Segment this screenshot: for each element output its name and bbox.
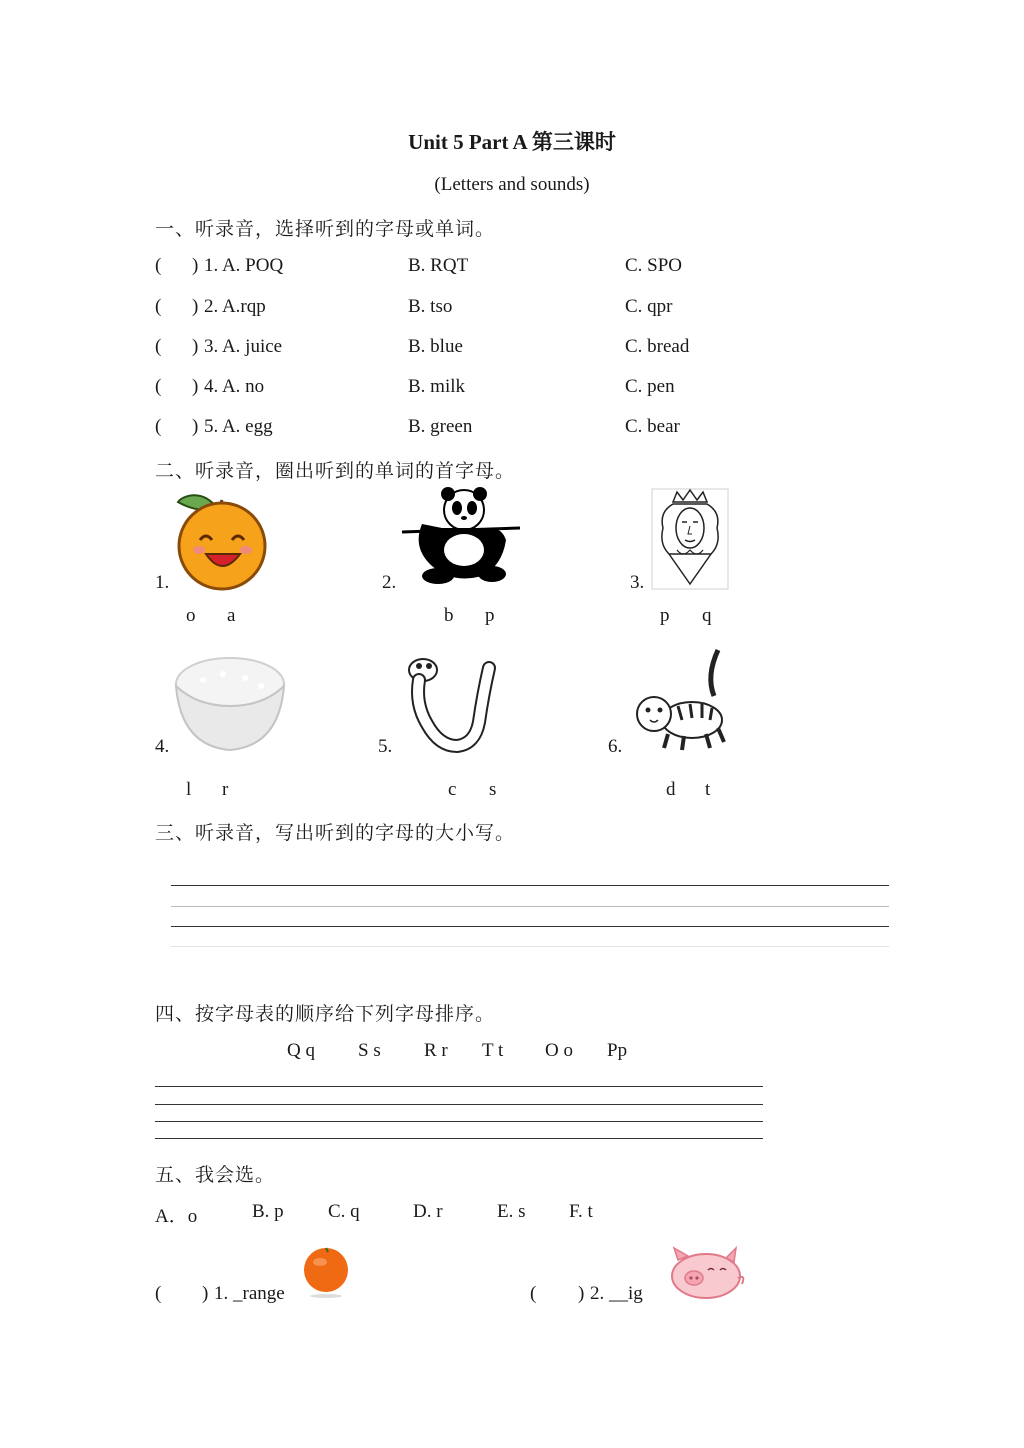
letter-option[interactable]: l: [186, 779, 192, 800]
question-option-c: C. qpr: [625, 296, 673, 317]
question-option-b: B. tso: [408, 296, 453, 317]
letter-option[interactable]: d: [666, 779, 676, 800]
section3-heading: 三、听录音，写出听到的字母的大小写。: [155, 823, 516, 844]
choice-option: E. s: [497, 1201, 526, 1222]
section5-heading: 五、我会选。: [155, 1165, 276, 1186]
choice-option: D. r: [413, 1201, 443, 1222]
letter-pair: R r: [424, 1040, 448, 1061]
section1-heading: 一、听录音，选择听到的字母或单词。: [155, 219, 496, 240]
letter-option[interactable]: a: [227, 605, 236, 626]
question-option-a: 5. A. egg: [204, 416, 273, 437]
item-number: 2.: [382, 572, 397, 593]
letter-option[interactable]: p: [485, 605, 495, 626]
item-number: 4.: [155, 736, 170, 757]
writing-line: [155, 1104, 763, 1105]
answer-paren-close: ): [192, 336, 199, 357]
answer-paren-open: (: [155, 1283, 162, 1304]
letter-option[interactable]: b: [444, 605, 454, 626]
writing-line: [171, 906, 889, 907]
letter-option[interactable]: o: [186, 605, 196, 626]
letter-pair: S s: [358, 1040, 381, 1061]
question-option-b: B. blue: [408, 336, 463, 357]
item-number: 1.: [155, 572, 170, 593]
letter-pair: O o: [545, 1040, 573, 1061]
letter-option[interactable]: c: [448, 779, 457, 800]
answer-paren-close: ): [578, 1283, 585, 1304]
answer-paren-close: ): [192, 416, 199, 437]
answer-paren-close: ): [202, 1283, 209, 1304]
question-option-b: B. RQT: [408, 255, 469, 276]
rice-bowl-icon: [173, 654, 287, 754]
answer-paren-open: (: [155, 416, 162, 437]
orange-icon: [172, 488, 272, 590]
choice-option: A．o: [155, 1206, 198, 1227]
letter-pair: T t: [482, 1040, 504, 1061]
question-option-c: C. bear: [625, 416, 680, 437]
answer-paren-close: ): [192, 376, 199, 397]
writing-line: [171, 885, 889, 886]
page-title: Unit 5 Part A 第三课时: [408, 130, 616, 154]
answer-paren-open: (: [155, 255, 162, 276]
queen-icon: [651, 488, 729, 590]
question-option-b: B. green: [408, 416, 473, 437]
writing-line: [155, 1121, 763, 1122]
letter-pair: Q q: [287, 1040, 315, 1061]
panda-icon: [402, 488, 520, 588]
answer-paren-open: (: [155, 296, 162, 317]
writing-line: [171, 926, 889, 927]
letter-option[interactable]: s: [489, 779, 497, 800]
letter-pair: Pp: [607, 1040, 628, 1061]
question-option-a: 3. A. juice: [204, 336, 283, 357]
letter-option[interactable]: q: [702, 605, 712, 626]
item-number: 3.: [630, 572, 645, 593]
question-option-c: C. bread: [625, 336, 690, 357]
question-option-c: C. pen: [625, 376, 675, 397]
question-option-a: 1. A. POQ: [204, 255, 284, 276]
writing-line: [155, 1086, 763, 1087]
letter-option[interactable]: t: [705, 779, 711, 800]
answer-paren-open: (: [155, 376, 162, 397]
fill-in-word: 1. _range: [214, 1283, 285, 1304]
answer-paren-close: ): [192, 255, 199, 276]
section2-heading: 二、听录音，圈出听到的单词的首字母。: [155, 461, 516, 482]
item-number: 5.: [378, 736, 393, 757]
writing-line: [155, 1138, 763, 1139]
question-option-a: 4. A. no: [204, 376, 265, 397]
tiger-icon: [628, 646, 732, 754]
letter-option[interactable]: p: [660, 605, 670, 626]
writing-line: [171, 946, 889, 947]
choice-option: C. q: [328, 1201, 360, 1222]
choice-option: F. t: [569, 1201, 593, 1222]
section4-heading: 四、按字母表的顺序给下列字母排序。: [155, 1004, 496, 1025]
item-number: 6.: [608, 736, 623, 757]
choice-option: B. p: [252, 1201, 284, 1222]
question-option-a: 2. A.rqp: [204, 296, 266, 317]
answer-paren-close: ): [192, 296, 199, 317]
question-option-c: C. SPO: [625, 255, 683, 276]
snake-icon: [405, 654, 497, 754]
answer-paren-open: (: [530, 1283, 537, 1304]
pig-icon: [664, 1244, 748, 1302]
orange-fruit-icon: [298, 1240, 356, 1300]
letter-option[interactable]: r: [222, 779, 229, 800]
question-option-b: B. milk: [408, 376, 466, 397]
answer-paren-open: (: [155, 336, 162, 357]
page-subtitle: (Letters and sounds): [434, 174, 590, 195]
fill-in-word: 2. __ig: [590, 1283, 643, 1304]
